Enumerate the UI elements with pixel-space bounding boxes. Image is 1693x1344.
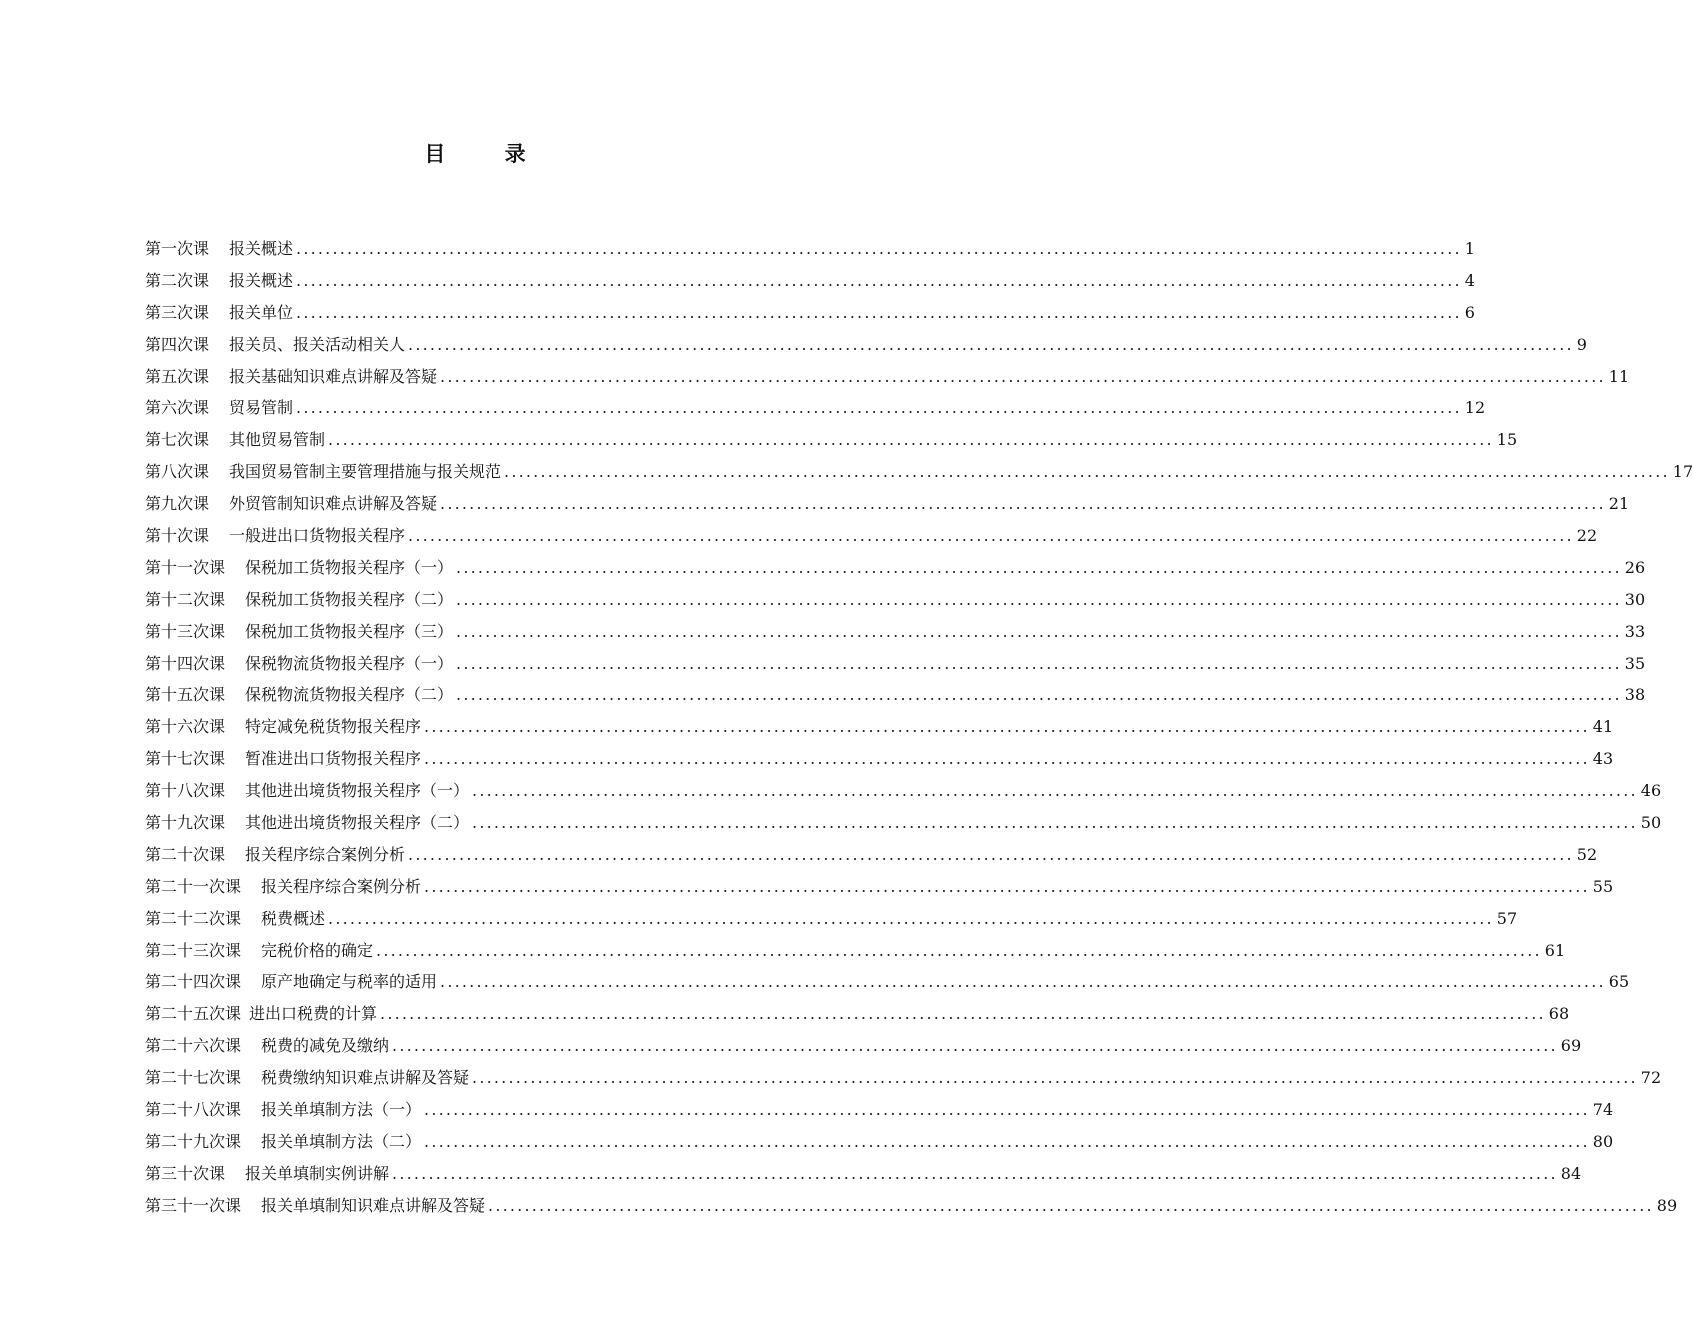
toc-topic-title: 报关单填制方法（一）: [261, 1099, 422, 1119]
toc-page-number: 68: [1548, 1004, 1570, 1024]
toc-dot-leader: ................................................................................................................................................................: [380, 1004, 1546, 1024]
toc-lesson-label: 第二十一次课: [145, 876, 242, 896]
toc-entry[interactable]: [145, 297, 1475, 329]
toc-lesson-label: 第十八次课: [145, 781, 226, 801]
toc-entry[interactable]: [145, 265, 1475, 297]
toc-entry[interactable]: [145, 679, 1646, 711]
toc-page-number: 52: [1576, 844, 1598, 864]
toc-dot-leader: ................................................................................................................................................................: [424, 1099, 1590, 1119]
toc-entry[interactable]: [145, 839, 1598, 871]
toc-page-number: 17: [1672, 462, 1693, 482]
toc-page-number: 50: [1640, 812, 1662, 832]
toc-entry[interactable]: [145, 1190, 1678, 1222]
toc-dot-leader: ................................................................................................................................................................: [456, 685, 1622, 705]
toc-dot-leader: ................................................................................................................................................................: [408, 334, 1574, 354]
toc-entry[interactable]: [145, 711, 1614, 743]
toc-dot-leader: ................................................................................................................................................................: [424, 717, 1590, 737]
toc-topic-title: 其他进出境货物报关程序（一）: [245, 781, 470, 801]
table-of-contents: [145, 233, 1693, 1222]
toc-dot-leader: ................................................................................................................................................................: [456, 557, 1622, 577]
toc-entry[interactable]: [145, 552, 1646, 584]
toc-dot-leader: ................................................................................................................................................................: [472, 812, 1638, 832]
toc-lesson-label: 第四次课: [145, 334, 210, 354]
toc-page-number: 41: [1592, 717, 1614, 737]
toc-entry[interactable]: [145, 935, 1566, 967]
toc-topic-title: 保税物流货物报关程序（一）: [245, 653, 454, 673]
toc-entry[interactable]: [145, 233, 1475, 265]
toc-lesson-label: 第二十九次课: [145, 1131, 242, 1151]
toc-page-number: 11: [1608, 366, 1630, 386]
toc-lesson-label: 第二十四次课: [145, 972, 242, 992]
toc-page-number: 30: [1624, 589, 1646, 609]
toc-dot-leader: ................................................................................................................................................................: [456, 653, 1622, 673]
toc-entry[interactable]: [145, 584, 1646, 616]
toc-page-number: 1: [1464, 238, 1475, 258]
toc-entry[interactable]: [145, 648, 1646, 680]
toc-page-number: 46: [1640, 781, 1662, 801]
toc-entry[interactable]: [145, 392, 1486, 424]
toc-entry[interactable]: [145, 807, 1662, 839]
toc-dot-leader: ................................................................................................................................................................: [392, 1163, 1558, 1183]
toc-dot-leader: ................................................................................................................................................................: [424, 749, 1590, 769]
toc-topic-title: 报关员、报关活动相关人: [229, 334, 406, 354]
toc-topic-title: 报关单填制知识难点讲解及答疑: [261, 1195, 486, 1215]
toc-lesson-label: 第十二次课: [145, 589, 226, 609]
toc-topic-title: 贸易管制: [229, 398, 294, 418]
toc-dot-leader: ................................................................................................................................................................: [296, 270, 1462, 290]
toc-page-number: 21: [1608, 494, 1630, 514]
toc-entry[interactable]: [145, 871, 1614, 903]
toc-topic-title: 保税加工货物报关程序（三）: [245, 621, 454, 641]
toc-topic-title: 外贸管制知识难点讲解及答疑: [229, 494, 438, 514]
toc-dot-leader: ................................................................................................................................................................: [408, 844, 1574, 864]
toc-dot-leader: ................................................................................................................................................................: [392, 1036, 1558, 1056]
toc-dot-leader: ................................................................................................................................................................: [456, 589, 1622, 609]
toc-lesson-label: 第二十二次课: [145, 908, 242, 928]
toc-page-number: 69: [1560, 1036, 1582, 1056]
toc-lesson-label: 第二十八次课: [145, 1099, 242, 1119]
toc-dot-leader: ................................................................................................................................................................: [440, 366, 1606, 386]
toc-dot-leader: ................................................................................................................................................................: [328, 430, 1494, 450]
toc-page-number: 57: [1496, 908, 1518, 928]
toc-lesson-label: 第十一次课: [145, 557, 226, 577]
toc-page-number: 84: [1560, 1163, 1582, 1183]
toc-lesson-label: 第十三次课: [145, 621, 226, 641]
toc-title: 目 录: [424, 142, 552, 166]
toc-entry[interactable]: [145, 1094, 1614, 1126]
toc-entry[interactable]: [145, 616, 1646, 648]
toc-entry[interactable]: [145, 743, 1614, 775]
toc-entry[interactable]: [145, 1126, 1614, 1158]
toc-topic-title: 报关概述: [229, 238, 294, 258]
toc-topic-title: 一般进出口货物报关程序: [229, 525, 406, 545]
toc-topic-title: 保税物流货物报关程序（二）: [245, 685, 454, 705]
toc-lesson-label: 第十九次课: [145, 812, 226, 832]
toc-entry[interactable]: [145, 424, 1518, 456]
toc-dot-leader: ................................................................................................................................................................: [440, 494, 1606, 514]
toc-lesson-label: 第五次课: [145, 366, 210, 386]
toc-lesson-label: 第一次课: [145, 238, 210, 258]
toc-topic-title: 报关基础知识难点讲解及答疑: [229, 366, 438, 386]
toc-topic-title: 报关单位: [229, 302, 294, 322]
toc-topic-title: 我国贸易管制主要管理措施与报关规范: [229, 462, 502, 482]
toc-dot-leader: ................................................................................................................................................................: [456, 621, 1622, 641]
toc-dot-leader: ................................................................................................................................................................: [408, 525, 1574, 545]
toc-entry[interactable]: [145, 361, 1630, 393]
toc-topic-title: 税费的减免及缴纳: [261, 1036, 390, 1056]
toc-page-number: 22: [1576, 525, 1598, 545]
toc-dot-leader: ................................................................................................................................................................: [296, 398, 1462, 418]
toc-topic-title: 报关程序综合案例分析: [261, 876, 422, 896]
toc-lesson-label: 第二次课: [145, 270, 210, 290]
toc-page-number: 89: [1656, 1195, 1678, 1215]
toc-page-number: 12: [1464, 398, 1486, 418]
toc-dot-leader: ................................................................................................................................................................: [424, 876, 1590, 896]
toc-entry[interactable]: [145, 329, 1587, 361]
toc-page-number: 6: [1464, 302, 1475, 322]
toc-lesson-label: 第九次课: [145, 494, 210, 514]
toc-page-number: 72: [1640, 1068, 1662, 1088]
toc-lesson-label: 第二十三次课: [145, 940, 242, 960]
toc-entry[interactable]: [145, 456, 1693, 488]
toc-page-number: 26: [1624, 557, 1646, 577]
toc-dot-leader: ................................................................................................................................................................: [424, 1131, 1590, 1151]
toc-topic-title: 原产地确定与税率的适用: [261, 972, 438, 992]
toc-topic-title: 保税加工货物报关程序（一）: [245, 557, 454, 577]
toc-lesson-label: 第十四次课: [145, 653, 226, 673]
toc-topic-title: 进出口税费的计算: [249, 1004, 378, 1024]
toc-lesson-label: 第十五次课: [145, 685, 226, 705]
toc-topic-title: 完税价格的确定: [261, 940, 374, 960]
toc-page-number: 33: [1624, 621, 1646, 641]
toc-entry[interactable]: [145, 488, 1630, 520]
toc-lesson-label: 第三十次课: [145, 1163, 226, 1183]
toc-entry[interactable]: [145, 520, 1598, 552]
toc-dot-leader: ................................................................................................................................................................: [504, 462, 1670, 482]
toc-page-number: 4: [1464, 270, 1475, 290]
toc-topic-title: 报关程序综合案例分析: [245, 844, 406, 864]
toc-lesson-label: 第八次课: [145, 462, 210, 482]
toc-topic-title: 其他进出境货物报关程序（二）: [245, 812, 470, 832]
toc-topic-title: 保税加工货物报关程序（二）: [245, 589, 454, 609]
toc-page-number: 15: [1496, 430, 1518, 450]
toc-topic-title: 税费缴纳知识难点讲解及答疑: [261, 1068, 470, 1088]
toc-page-number: 61: [1544, 940, 1566, 960]
toc-page-number: 74: [1592, 1099, 1614, 1119]
toc-dot-leader: ................................................................................................................................................................: [488, 1195, 1654, 1215]
toc-page-number: 9: [1576, 334, 1587, 354]
toc-lesson-label: 第三次课: [145, 302, 210, 322]
toc-lesson-label: 第六次课: [145, 398, 210, 418]
toc-lesson-label: 第十七次课: [145, 749, 226, 769]
toc-entry[interactable]: [145, 998, 1570, 1030]
toc-page-number: 35: [1624, 653, 1646, 673]
toc-topic-title: 暂准进出口货物报关程序: [245, 749, 422, 769]
toc-topic-title: 税费概述: [261, 908, 326, 928]
toc-topic-title: 其他贸易管制: [229, 430, 326, 450]
toc-lesson-label: 第三十一次课: [145, 1195, 242, 1215]
toc-dot-leader: ................................................................................................................................................................: [296, 238, 1462, 258]
toc-dot-leader: ................................................................................................................................................................: [328, 908, 1494, 928]
toc-lesson-label: 第二十五次课: [145, 1004, 242, 1024]
toc-entry[interactable]: [145, 1030, 1582, 1062]
toc-page-number: 80: [1592, 1131, 1614, 1151]
toc-page-number: 55: [1592, 876, 1614, 896]
toc-lesson-label: 第二十次课: [145, 844, 226, 864]
toc-dot-leader: ................................................................................................................................................................: [440, 972, 1606, 992]
toc-topic-title: 报关单填制实例讲解: [245, 1163, 390, 1183]
toc-dot-leader: ................................................................................................................................................................: [472, 781, 1638, 801]
toc-lesson-label: 第二十七次课: [145, 1068, 242, 1088]
toc-entry[interactable]: [145, 903, 1518, 935]
toc-page-number: 43: [1592, 749, 1614, 769]
toc-dot-leader: ................................................................................................................................................................: [472, 1068, 1638, 1088]
toc-topic-title: 特定减免税货物报关程序: [245, 717, 422, 737]
toc-topic-title: 报关单填制方法（二）: [261, 1131, 422, 1151]
toc-entry[interactable]: [145, 775, 1662, 807]
toc-dot-leader: ................................................................................................................................................................: [296, 302, 1462, 322]
toc-topic-title: 报关概述: [229, 270, 294, 290]
toc-lesson-label: 第二十六次课: [145, 1036, 242, 1056]
toc-lesson-label: 第七次课: [145, 430, 210, 450]
toc-page-number: 65: [1608, 972, 1630, 992]
toc-lesson-label: 第十次课: [145, 525, 210, 545]
toc-entry[interactable]: [145, 966, 1630, 998]
toc-entry[interactable]: [145, 1158, 1582, 1190]
toc-page-number: 38: [1624, 685, 1646, 705]
toc-lesson-label: 第十六次课: [145, 717, 226, 737]
toc-entry[interactable]: [145, 1062, 1662, 1094]
toc-dot-leader: ................................................................................................................................................................: [376, 940, 1542, 960]
